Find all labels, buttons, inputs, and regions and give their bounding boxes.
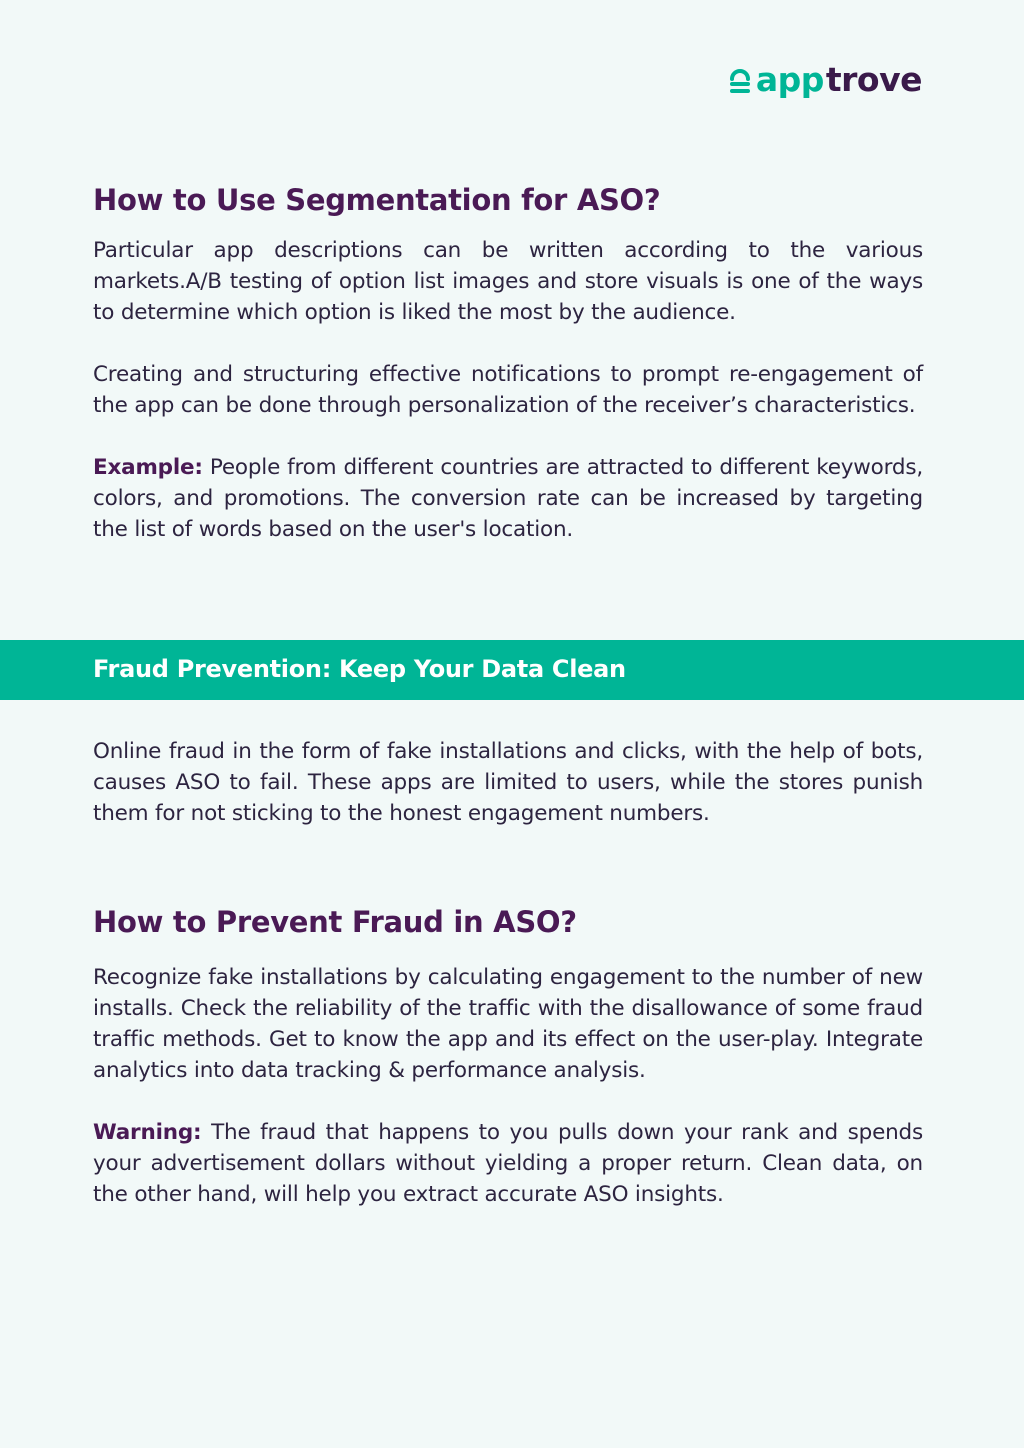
example-label: Example:	[93, 455, 203, 480]
brand-name-app: app	[755, 60, 824, 99]
fraud-heading: How to Prevent Fraud in ASO?	[93, 905, 577, 939]
segmentation-example	[93, 452, 923, 545]
warning-label: Warning:	[93, 1120, 202, 1145]
fraud-paragraph-1: Recognize fake installations by calculating engagement to the number of new installs. Check the reliability of the traffic with the disallowance of some fraud traffic methods. Get to know the app and its effect on the user-play. Integrate analytics into data tracking & performance analysis.	[93, 965, 923, 1083]
fraud-prevention-banner	[0, 640, 1024, 700]
warning-text: The fraud that happens to you pulls down your rank and spends your advertisement dollars without yielding a proper return. Clean data, on the other hand, will help you extract accurate ASO insights.	[93, 1120, 923, 1207]
segmentation-paragraph-2: Creating and structuring effective notifications to prompt re-engagement of the app can be done through personalization of the receiver’s characteristics.	[93, 362, 923, 418]
apptrove-logo-icon	[728, 65, 752, 95]
fraud-prevention-section	[93, 904, 923, 1210]
banner-title: Fraud Prevention: Keep Your Data Clean	[93, 655, 626, 683]
brand-name-trove: trove	[825, 60, 922, 99]
fraud-warning	[93, 1117, 923, 1210]
segmentation-paragraph-1: Particular app descriptions can be written according to the various markets.A/B testing of option list images and store visuals is one of the ways to determine which option is liked the most by the audience.	[93, 238, 923, 325]
brand-logo	[728, 60, 922, 100]
segmentation-section	[93, 182, 923, 545]
segmentation-heading: How to Use Segmentation for ASO?	[93, 183, 661, 217]
fraud-section	[93, 736, 923, 829]
fraud-intro-paragraph: Online fraud in the form of fake installations and clicks, with the help of bots, causes ASO to fail. These apps are limited to users, while the stores punish them for not sticking to the honest engagement numbers.	[93, 739, 923, 826]
example-text: People from different countries are attracted to different keywords, colors, and promotions. The conversion rate can be increased by targeting the list of words based on the user's location.	[93, 455, 923, 542]
